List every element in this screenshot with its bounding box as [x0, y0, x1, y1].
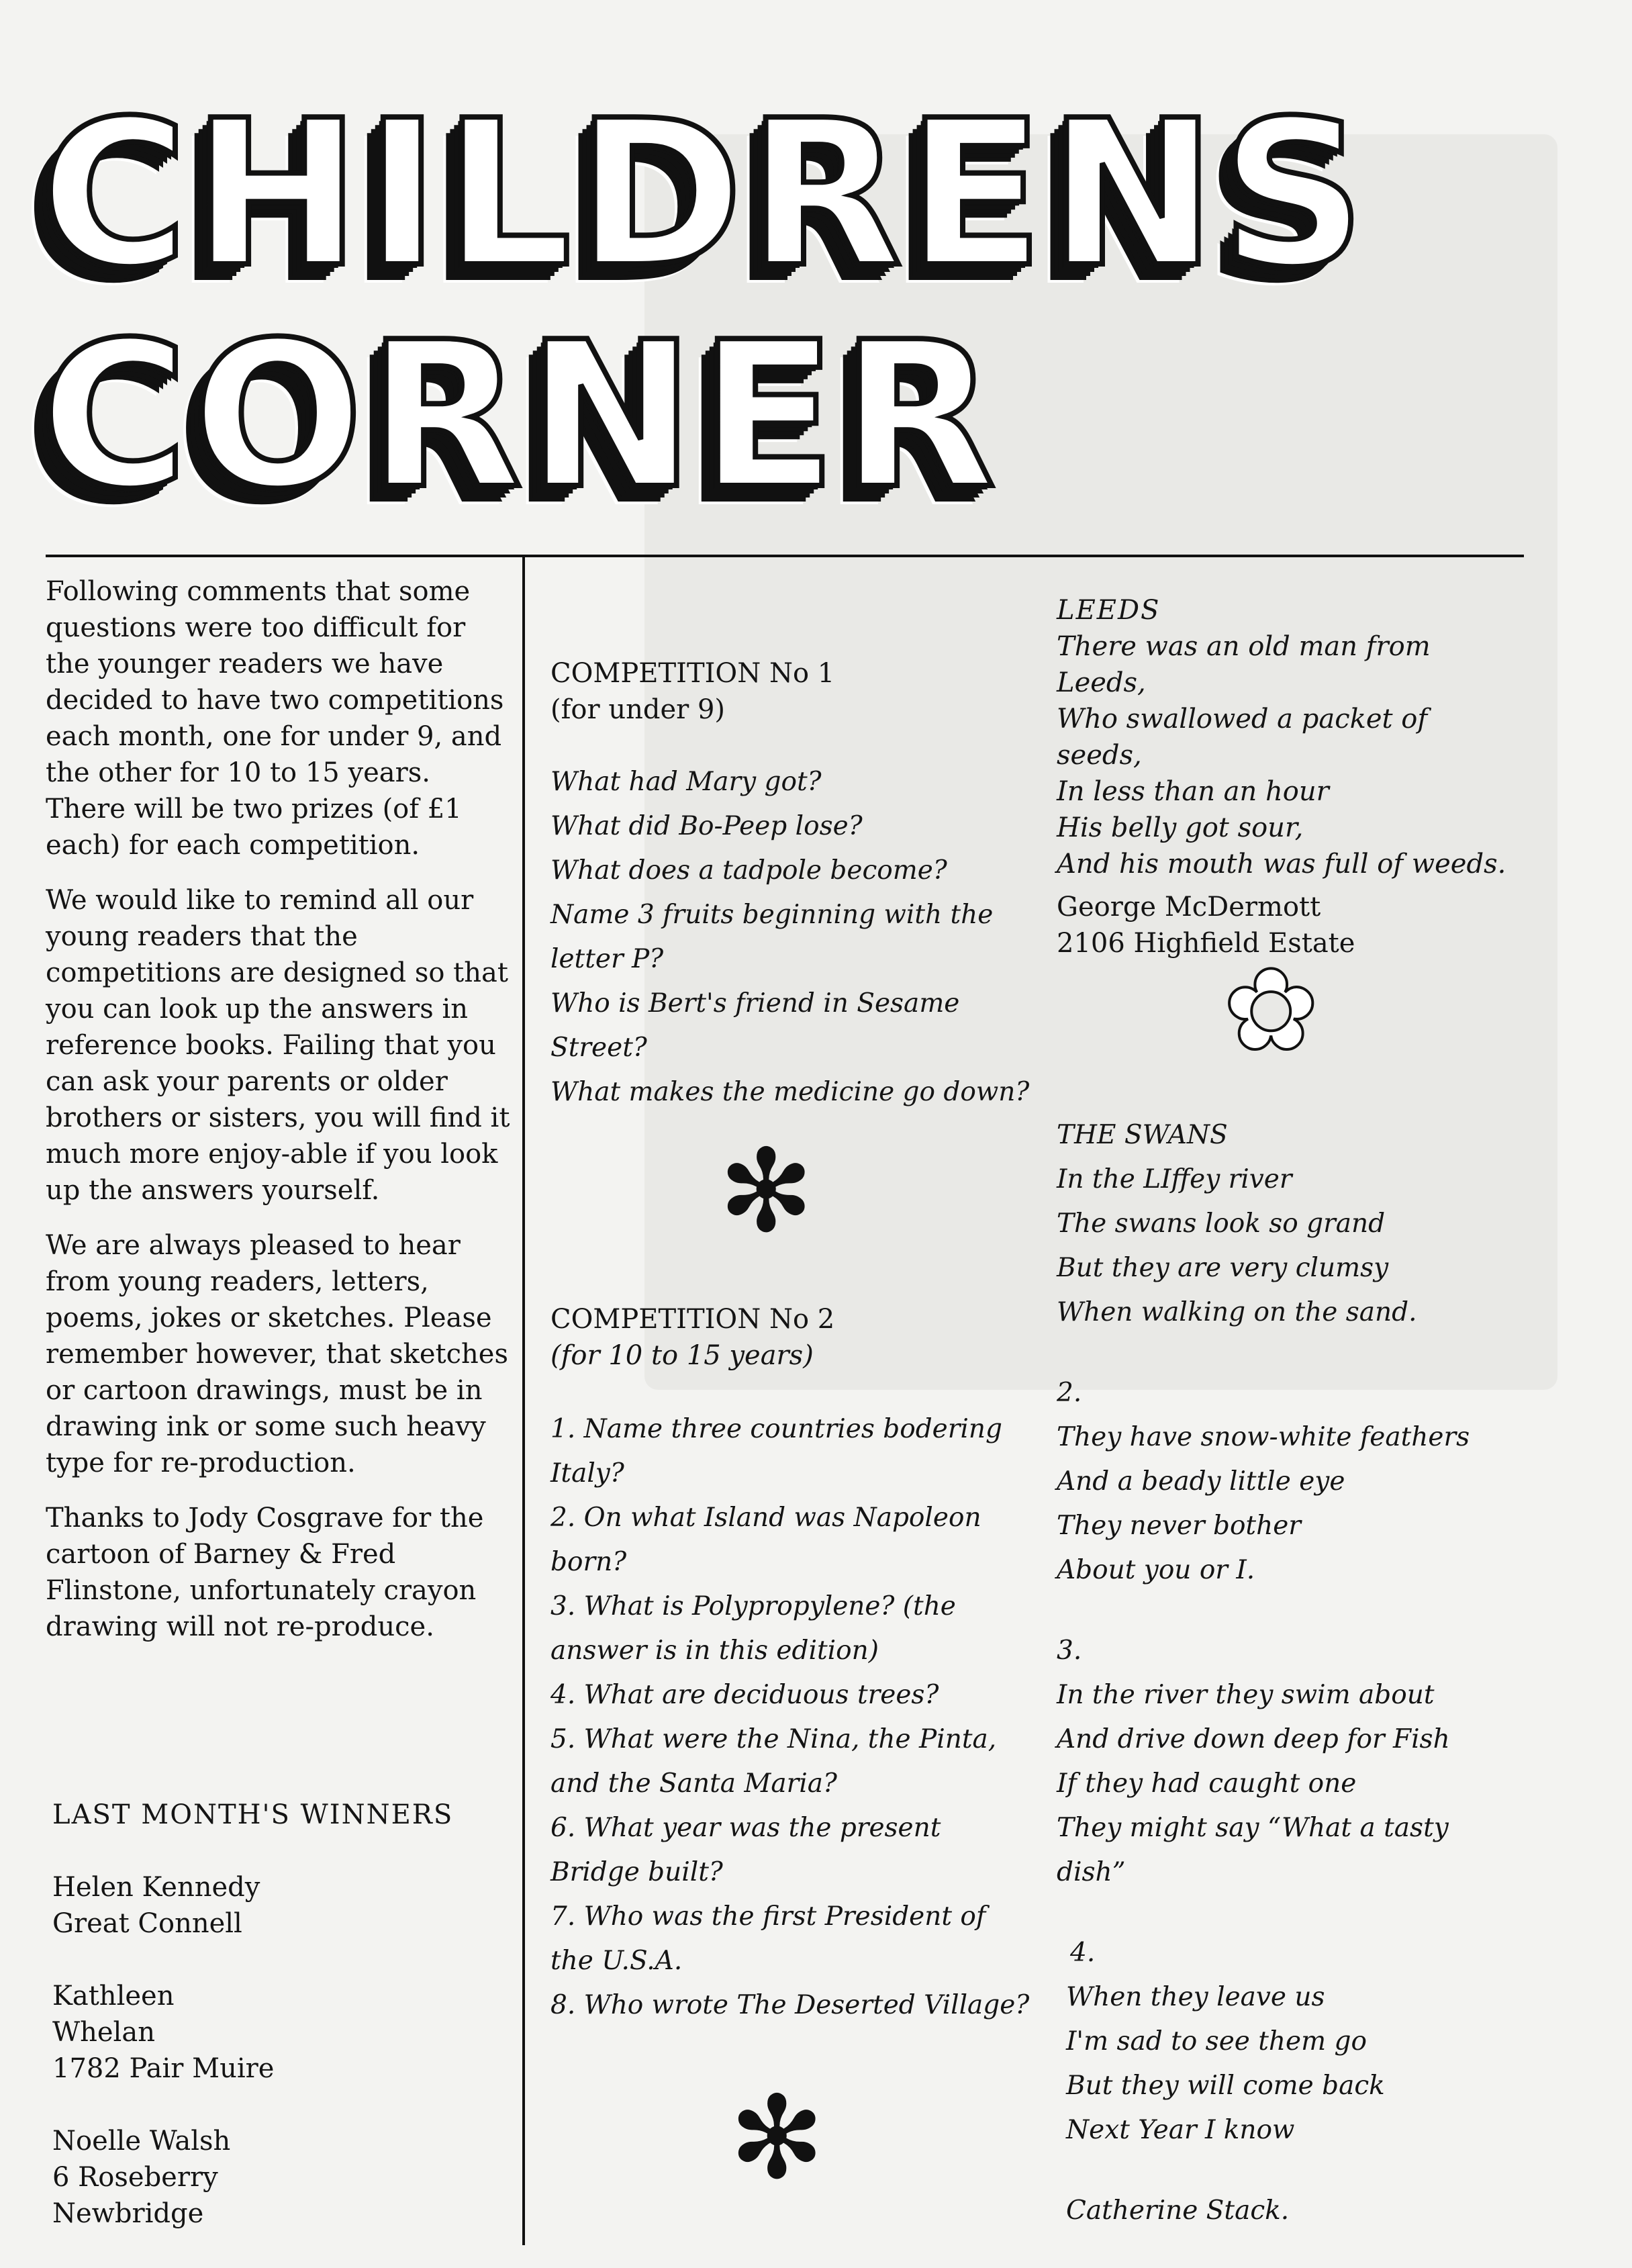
poem-line: If they had caught one — [1057, 1768, 1357, 1799]
poem-line: In the LIffey river — [1057, 1164, 1292, 1194]
poem-line: Who swallowed a packet of seeds, — [1057, 704, 1428, 771]
poem-line: His belly got sour, — [1057, 812, 1304, 843]
poem-line: The swans look so grand — [1057, 1209, 1386, 1239]
competition1-header — [550, 655, 834, 728]
poem-line: They never bother — [1057, 1511, 1301, 1541]
asterisk-ornament: ✻ — [718, 1125, 814, 1258]
poem-line: In less than an hour — [1057, 776, 1329, 807]
competition1-subheading: (for under 9) — [550, 694, 726, 725]
poem-line: They have snow-white feathers — [1057, 1422, 1470, 1452]
poem-line: There was an old man from Leeds, — [1057, 631, 1431, 698]
competition2-header — [550, 1301, 834, 1374]
question: What did Bo-Peep lose? — [550, 811, 863, 841]
intro-paragraph-3: We are always pleased to hear from young readers, letters, poems, jokes or sketches. Please remember however, that sketches or cartoon drawings, must be in drawing ink or some such heavy type for re-production. — [46, 1230, 508, 1478]
question: What makes the medicine go down? — [550, 1077, 1030, 1107]
question: 4. What are deciduous trees? — [550, 1680, 939, 1710]
poem-line: They might say “What a tasty dish” — [1057, 1813, 1449, 1887]
page-title-line1: CHILDRENS — [40, 77, 1370, 312]
question: Name 3 fruits beginning with the letter P? — [550, 900, 994, 974]
intro-paragraph-2: We would like to remind all our young readers that the competitions are designed so that you can look up the answers in reference books. Failing that you can ask your parents or older brothers or sisters, you will find it much more enjoy-able if you look up the answers yourself. — [46, 885, 510, 1206]
competition2-subheading: (for 10 to 15 years) — [550, 1340, 814, 1371]
poem-title: THE SWANS — [1057, 1120, 1228, 1150]
winner-line: Whelan — [52, 2017, 155, 2048]
stanza-number: 2. — [1057, 1378, 1082, 1408]
winner-line: Kathleen — [52, 1981, 175, 2012]
poem-line: When walking on the sand. — [1057, 1297, 1417, 1327]
competition1-heading: COMPETITION No 1 — [550, 658, 835, 689]
question: Who is Bert's friend in Sesame Street? — [550, 988, 960, 1063]
winner-line: Newbridge — [52, 2198, 204, 2229]
winner-entry — [52, 1869, 509, 1942]
poem-line: In the river they swim about — [1057, 1680, 1435, 1710]
intro-paragraph-1: Following comments that some questions were too difficult for the younger readers we have decided to have two competitions each month, one for under 9, and the other for 10 to 15 years. There will be two prizes (of £1 each) for each competition. — [46, 576, 504, 861]
flower-ornament: ✿ — [1223, 944, 1319, 1077]
question: 7. Who was the first President of the U.S.A. — [550, 1901, 986, 1976]
stanza-number: 4. — [1070, 1938, 1096, 1968]
poem-line: I'm sad to see them go — [1066, 2026, 1367, 2057]
competition1-questions — [550, 760, 1061, 1115]
question: 6. What year was the present Bridge built? — [550, 1813, 941, 1887]
question: 8. Who wrote The Deserted Village? — [550, 1990, 1030, 2020]
poem-line: Next Year I know — [1066, 2115, 1295, 2145]
poem-swans — [1057, 1113, 1513, 2233]
question: 5. What were the Nina, the Pinta, and the Santa Maria? — [550, 1724, 997, 1799]
competition2-questions — [550, 1407, 1034, 2028]
poem-line: And a beady little eye — [1057, 1466, 1345, 1497]
winners-section — [52, 1797, 509, 2268]
poem-line: But they are very clumsy — [1057, 1253, 1389, 1283]
page-title-line2: CORNER — [40, 299, 1000, 533]
poem-author: Catherine Stack. — [1066, 2195, 1290, 2226]
question: 2. On what Island was Napoleon born? — [550, 1503, 981, 1577]
winner-line: Noelle Walsh — [52, 2126, 231, 2157]
poem-line: About you or I. — [1057, 1555, 1255, 1585]
competition2-heading: COMPETITION No 2 — [550, 1304, 835, 1335]
winners-heading: LAST MONTH'S WINNERS — [52, 1799, 454, 1830]
winner-entry — [52, 1978, 509, 2087]
intro-column — [46, 573, 516, 1664]
question: What had Mary got? — [550, 767, 822, 797]
winner-line: 6 Roseberry — [52, 2162, 218, 2193]
poem-line: But they will come back — [1066, 2071, 1385, 2101]
winner-line: 1782 Pair Muire — [52, 2053, 275, 2084]
asterisk-ornament: ✻ — [729, 2072, 825, 2205]
poem-leeds — [1057, 592, 1513, 961]
poem-line: And drive down deep for Fish — [1057, 1724, 1450, 1754]
poem-line: When they leave us — [1066, 1982, 1325, 2012]
winner-entry — [52, 2123, 509, 2232]
poem-title: LEEDS — [1057, 595, 1161, 626]
column-divider — [522, 555, 525, 2245]
winner-line: Great Connell — [52, 1908, 242, 1939]
intro-paragraph-4: Thanks to Jody Cosgrave for the cartoon of Barney & Fred Flinstone, unfortunately crayon drawing will not re-produce. — [46, 1503, 484, 1642]
poem-author: George McDermott — [1057, 892, 1321, 923]
question: 1. Name three countries bodering Italy? — [550, 1414, 1002, 1489]
question: What does a tadpole become? — [550, 855, 947, 886]
question: 3. What is Polypropylene? (the answer is in this edition) — [550, 1591, 956, 1666]
stanza-number: 3. — [1057, 1636, 1082, 1666]
poem-line: And his mouth was full of weeds. — [1057, 849, 1506, 880]
header-rule — [46, 555, 1524, 557]
poem-author-address: 2106 Highfield Estate — [1057, 928, 1355, 959]
winner-line: Helen Kennedy — [52, 1872, 260, 1903]
